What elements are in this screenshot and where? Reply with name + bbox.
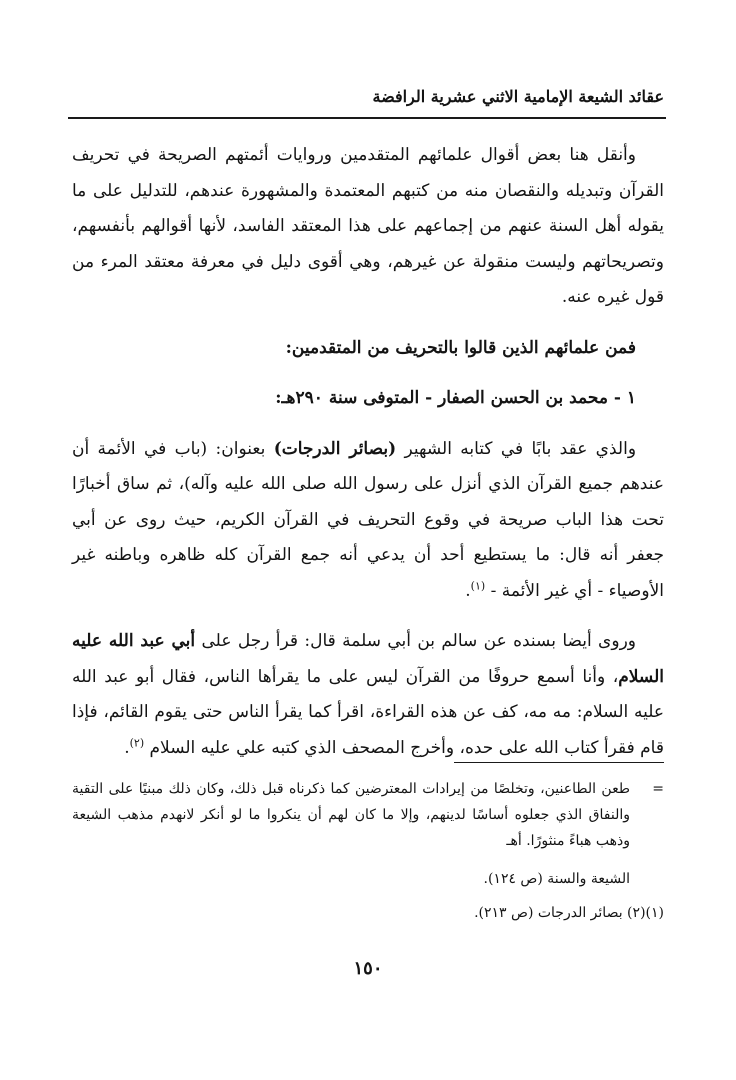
footnote-ref-2: (٢) (129, 735, 145, 749)
paragraph-saffar (72, 432, 664, 610)
main-text (72, 138, 664, 766)
continuation-text: طعن الطاعنين، وتخلصًا من إيرادات المعترضين كما ذكرناه قبل ذلك، وكان ذلك مبنيًا على التقية والنفاق الذي جعلوه أساسًا لدينهم، وإلا ما كان لهم أن ينكروا ما لو أنكر لانهدم مذهب الشيعة وذهب هباءً منثورًا. أهـ (72, 781, 630, 849)
para3-end: . (124, 737, 130, 758)
continuation-mark: = (652, 781, 664, 797)
book-title-basair: (بصائر الدرجات) (273, 438, 397, 459)
page-number: ١٥٠ (353, 958, 383, 979)
paragraph-salim (72, 624, 664, 766)
para3-bold-phrase: أبي عبد الله عليه السلام (72, 631, 664, 687)
para2-text-after: بعنوان: (باب في الأئمة أن عندهم جميع القرآن الذي أنزل على رسول الله صلى الله عليه وآله)، ثم ساق أخبارًا تحت هذا الباب صريحة في وقوع التحريف في القرآن الكريم، حيث روى عن أبي جعفر أنه قال: ما يستطيع أحد أن يدعي أنه جمع القرآن كله ظاهره وباطنه غير الأوصياء - أي غير الأئمة - (72, 438, 664, 601)
para3-text-start: وروى أيضا بسنده عن سالم بن أبي سلمة قال: قرأ رجل على (201, 631, 636, 651)
footnote-source: الشيعة والسنة (ص ١٢٤). (483, 871, 630, 887)
header-rule (68, 117, 666, 119)
footnotes (72, 776, 664, 926)
para3-text-rest: ، وأنا أسمع حروفًا من القرآن ليس على ما يقرأها الناس، فقال أبو عبد الله عليه السلام: مه مه، كف عن هذه القراءة، اقرأ كما يقرأ الناس حتى يقوم القائم، فإذا قام فقرأ كتاب الله على حده، وأخرج المصحف الذي كتبه علي عليه السلام (72, 666, 664, 758)
footnote-separator (454, 762, 664, 763)
section-subheading: فمن علمائهم الذين قالوا بالتحريف من المتقدمين: (285, 337, 636, 358)
intro-paragraph: وأنقل هنا بعض أقوال علمائهم المتقدمين وروايات أئمتهم الصريحة في تحريف القرآن وتبديله والنقصان منه من كتبهم المعتمدة والمشهورة عندهم، للتدليل على ما يقوله أهل السنة عنهم من إجماعهم على هذا المعتقد الفاسد، لأنها أقوالهم بأنفسهم، وتصريحاتهم وليست منقولة عن غيرهم، وهي أقوى دليل في معرفة معتقد المرء من قول غيره عنه. (72, 145, 664, 307)
footnote-continuation (72, 776, 664, 854)
footnote-1-2: (١)(٢) بصائر الدرجات (ص ٢١٣). (474, 905, 664, 921)
para2-end: . (465, 580, 471, 601)
numbered-item-heading: ١ - محمد بن الحسن الصفار - المتوفى سنة ٢٩٠هـ: (275, 388, 636, 408)
para2-text-before: والذي عقد بابًا في كتابه الشهير (404, 438, 637, 459)
footnote-ref-1: (١) (470, 578, 486, 592)
running-header-title: عقائد الشيعة الإمامية الاثني عشرية الرافضة (372, 87, 664, 106)
